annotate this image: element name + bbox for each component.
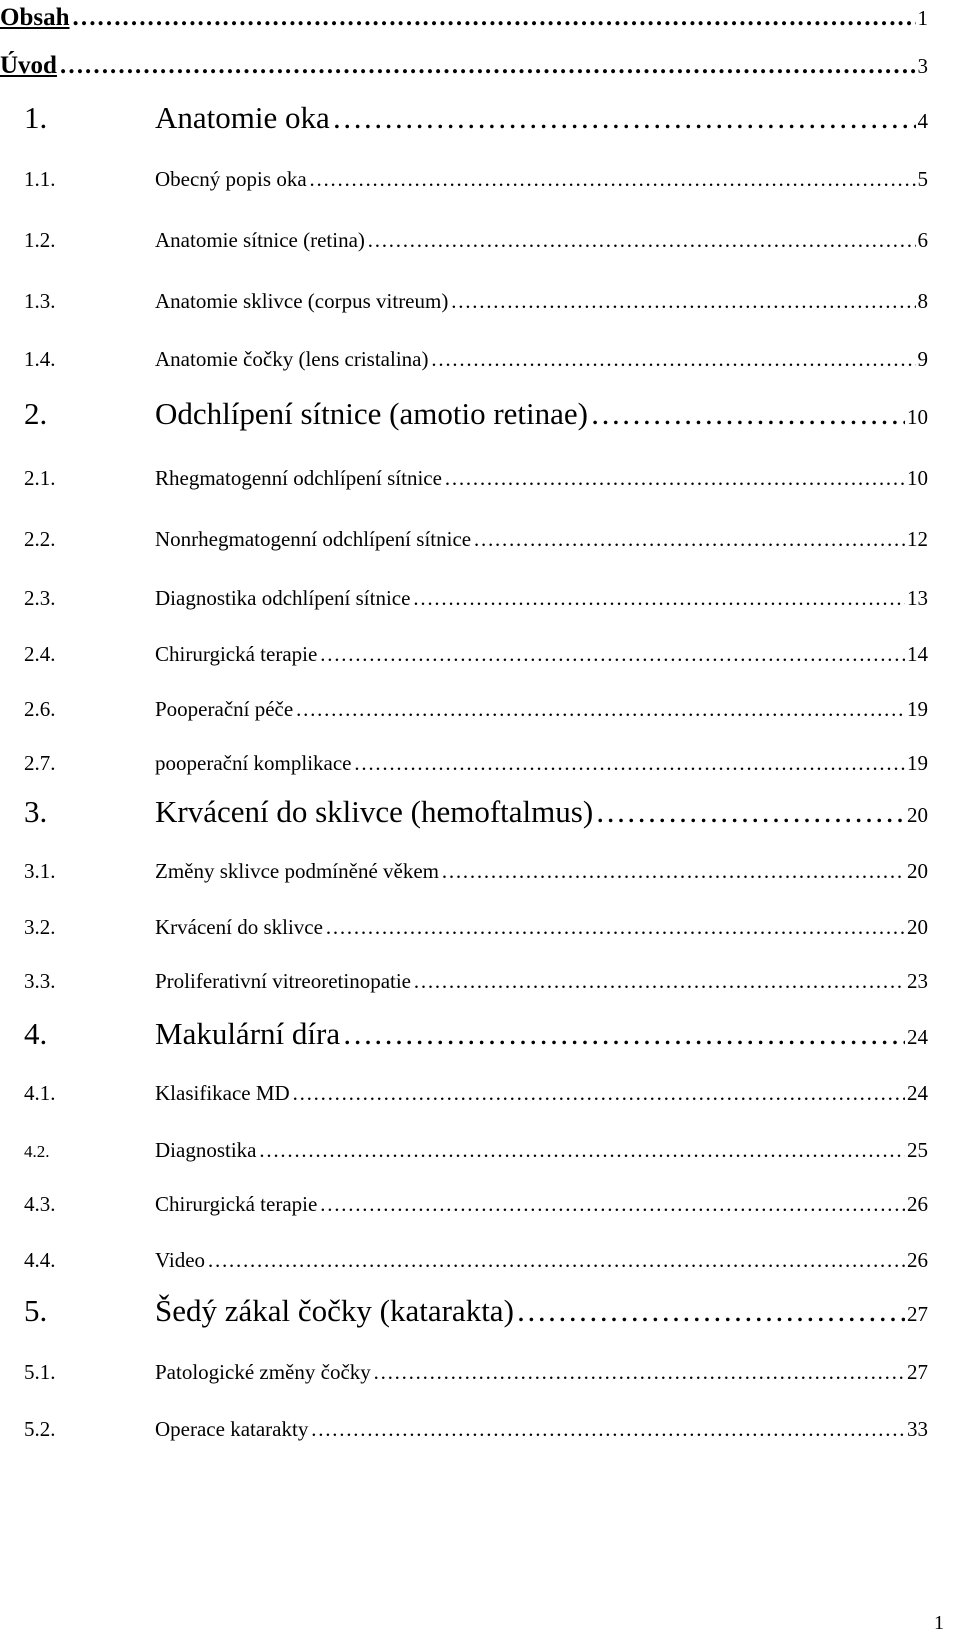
toc-entry-title[interactable]: Klasifikace MD [155,1081,290,1105]
toc-page-number: 6 [917,228,928,252]
toc-page-number: 10 [907,466,928,490]
dot-leader [516,1293,905,1329]
dot-leader [413,969,905,994]
toc-entry-number: 2.4. [24,642,56,666]
toc-page-number: 20 [907,803,928,827]
dot-leader [310,1417,905,1442]
dot-leader [412,586,905,611]
toc-entry[interactable] [24,642,928,667]
dot-leader [473,527,905,552]
toc-entry[interactable] [24,466,928,491]
toc-entry-number: 1.3. [24,289,56,313]
toc-entry-title[interactable]: Chirurgická terapie [155,642,318,666]
dot-leader [590,396,905,432]
toc-page-number: 27 [907,1360,928,1384]
toc-page-number: 10 [907,405,928,429]
dot-leader [342,1016,905,1052]
toc-entry-number: 5.1. [24,1360,56,1384]
toc-entry[interactable] [24,100,928,136]
toc-page-number: 20 [907,915,928,939]
toc-entry[interactable] [24,1192,928,1217]
dot-leader [595,794,905,830]
dot-leader [295,697,905,722]
toc-entry-number: 4.2. [24,1142,50,1161]
toc-entry-title[interactable]: Chirurgická terapie [155,1192,318,1216]
toc-entry-title[interactable]: Obecný popis oka [155,167,307,191]
toc-page-number: 33 [907,1417,928,1441]
toc-entry-number: 2.3. [24,586,56,610]
toc-entry-title[interactable]: Operace katarakty [155,1417,309,1441]
toc-entry-title[interactable]: Změny sklivce podmíněné věkem [155,859,440,883]
toc-page-number: 12 [907,527,928,551]
dot-leader [319,1192,905,1217]
toc-page-number: 26 [907,1192,928,1216]
toc-entry-title[interactable]: Krvácení do sklivce [155,915,323,939]
toc-entry-number: 3.2. [24,915,56,939]
dot-leader [373,1360,905,1385]
toc-entry-title[interactable]: Odchlípení sítnice (amotio retinae) [155,396,588,431]
dot-leader [325,915,905,940]
toc-page-number: 14 [907,642,928,666]
dot-leader [309,167,916,192]
toc-entry-title[interactable]: Pooperační péče [155,697,294,721]
toc-entry[interactable] [24,1360,928,1385]
toc-entry[interactable] [24,1081,928,1106]
toc-entry-number: 3.3. [24,969,56,993]
toc-page-number: 19 [907,751,928,775]
toc-entry[interactable] [24,1293,928,1329]
toc-entry-number: 5. [24,1293,48,1328]
toc-entry-title[interactable]: Rhegmatogenní odchlípení sítnice [155,466,442,490]
toc-entry[interactable] [24,527,928,552]
toc-entry-number: 2.7. [24,751,56,775]
toc-entry-title[interactable]: Nonrhegmatogenní odchlípení sítnice [155,527,472,551]
toc-entry[interactable] [24,228,928,253]
dot-leader [354,751,905,776]
toc-entry-title[interactable]: Video [155,1248,206,1272]
toc-page-number: 19 [907,697,928,721]
toc-entry[interactable] [24,751,928,776]
toc-entry-number: 4. [24,1016,48,1051]
toc-entry-number: 2.2. [24,527,56,551]
toc-entry[interactable] [24,167,928,192]
toc-page-number: 3 [917,54,928,78]
toc-entry-title[interactable]: Diagnostika [155,1138,257,1162]
toc-page-number: 5 [917,167,928,191]
toc-entry-number: 4.3. [24,1192,56,1216]
toc-entry-number: 2. [24,396,48,431]
toc-page-number: 9 [917,347,928,371]
toc-entry-number: 2.1. [24,466,56,490]
toc-entry-number: 4.4. [24,1248,56,1272]
toc-heading[interactable]: Obsah [0,4,70,31]
dot-leader [367,228,916,253]
toc-entry-title[interactable]: Anatomie oka [155,100,330,135]
dot-leader [258,1138,905,1163]
dot-leader [207,1248,905,1273]
toc-page-number: 25 [907,1138,928,1162]
toc-entry-number: 2.6. [24,697,56,721]
toc-page-number: 8 [917,289,928,313]
toc-entry-title[interactable]: Anatomie sklivce (corpus vitreum) [155,289,449,313]
toc-entry[interactable] [24,289,928,314]
toc-entry-number: 1. [24,100,48,135]
dot-leader [450,289,915,314]
toc-page-number: 24 [907,1081,928,1105]
toc-entry[interactable] [24,697,928,722]
toc-entry[interactable] [24,969,928,994]
toc-heading-row[interactable] [0,4,928,32]
toc-entry-number: 5.2. [24,1417,56,1441]
toc-entry[interactable] [24,794,928,830]
toc-entry[interactable] [24,915,928,940]
toc-entry[interactable] [24,586,928,611]
toc-entry-title[interactable]: Šedý zákal čočky (katarakta) [155,1293,514,1328]
dot-leader [332,100,916,136]
toc-entry-title[interactable]: Anatomie sítnice (retina) [155,228,365,252]
toc-page-number: 26 [907,1248,928,1272]
toc-entry-number: 3. [24,794,48,829]
toc-entry-number: 3.1. [24,859,56,883]
toc-entry-title[interactable]: Diagnostika odchlípení sítnice [155,586,411,610]
dot-leader [444,466,905,491]
page-number-footer: 1 [934,1612,944,1634]
toc-page-number: 13 [907,586,928,610]
toc-entry-title[interactable]: Patologické změny čočky [155,1360,371,1384]
toc-entry-title[interactable]: Krvácení do sklivce (hemoftalmus) [155,794,594,829]
dot-leader [71,4,915,32]
toc-entry[interactable] [24,347,928,372]
toc-page-number: 4 [917,109,928,133]
toc-entry-number: 1.1. [24,167,56,191]
toc-entry[interactable] [24,859,928,884]
toc-page-number: 23 [907,969,928,993]
toc-entry[interactable] [24,1248,928,1273]
toc-entry-number: 1.2. [24,228,56,252]
dot-leader [441,859,905,884]
toc-page-number: 27 [907,1302,928,1326]
dot-leader [292,1081,905,1106]
toc-page-number: 24 [907,1025,928,1049]
toc-entry-number: 4.1. [24,1081,56,1105]
toc-intro-title[interactable]: Úvod [0,52,57,79]
toc-entry[interactable] [24,396,928,432]
toc-entry[interactable] [24,1417,928,1442]
dot-leader [430,347,915,372]
toc-entry-title[interactable]: Makulární díra [155,1016,341,1051]
toc-entry-title[interactable]: Anatomie čočky (lens cristalina) [155,347,429,371]
dot-leader [319,642,905,667]
toc-intro-row[interactable] [0,52,928,80]
dot-leader [59,52,916,80]
toc-entry[interactable] [24,1138,928,1163]
toc-page-number: 1 [917,6,928,30]
toc-page-number: 20 [907,859,928,883]
toc-entry[interactable] [24,1016,928,1052]
toc-entry-number: 1.4. [24,347,56,371]
toc-entry-title[interactable]: pooperační komplikace [155,751,352,775]
toc-entry-title[interactable]: Proliferativní vitreoretinopatie [155,969,411,993]
